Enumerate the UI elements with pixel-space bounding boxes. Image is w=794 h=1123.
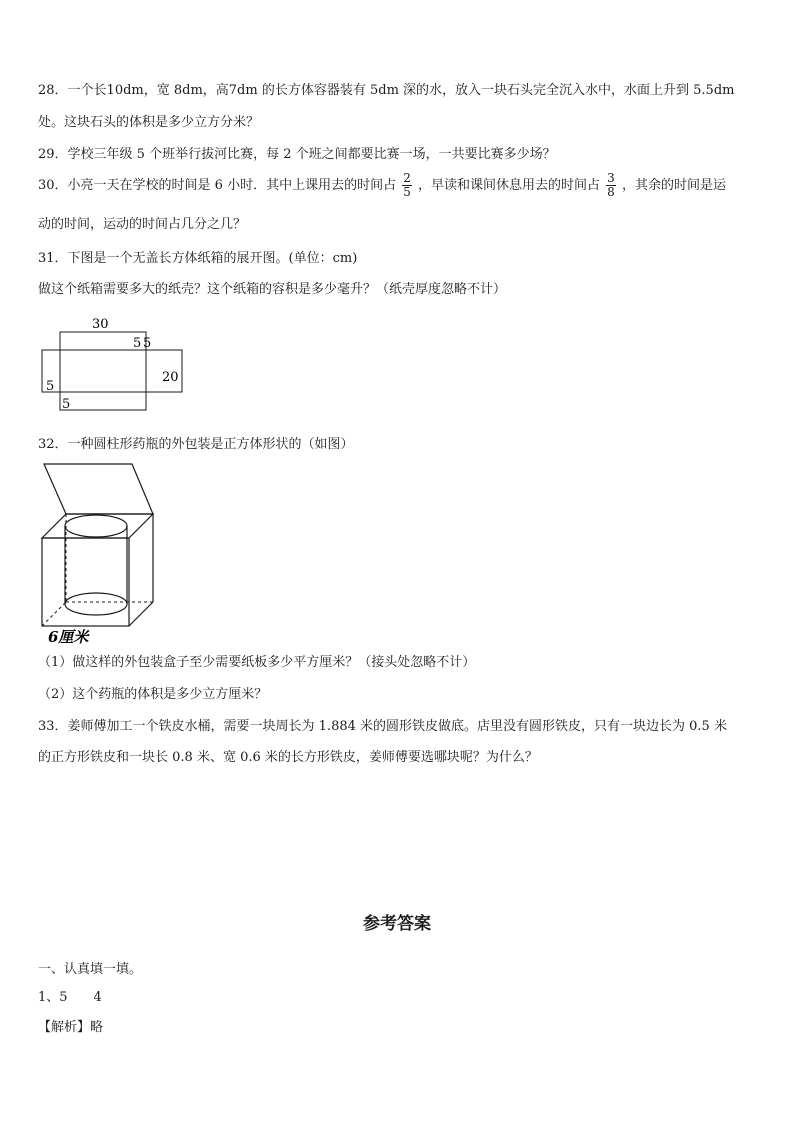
question-29: 29．学校三年级 5 个班举行拔河比赛，每 2 个班之间都要比赛一场，一共要比赛多少场？: [38, 147, 556, 162]
answers-section-heading: 一、认真填一填。: [38, 962, 143, 977]
box-net-figure: [36, 310, 186, 422]
dim-bottom: 5: [62, 397, 71, 412]
cube-cylinder-figure: [32, 462, 162, 644]
answer-analysis: 【解析】略: [38, 1020, 104, 1035]
cube-edge-label: 6厘米: [48, 628, 89, 644]
dim-mid-a: 5: [133, 336, 142, 351]
q32-sub-2: （2）这个药瓶的体积是多少立方厘米？: [38, 687, 268, 702]
q28-line-1: 28．一个长10dm，宽 8dm，高7dm 的长方体容器装有 5dm 深的水，放入一块石头完全沉入水中，水面上升到 5.5dm: [38, 83, 735, 98]
dim-right: 20: [162, 370, 179, 385]
answer-item-1: 1、5 4: [38, 990, 102, 1005]
q31-line-2: 做这个纸箱需要多大的纸壳？这个纸箱的容积是多少毫升？（纸壳厚度忽略不计）: [38, 282, 507, 297]
q30-fraction-1: [402, 172, 412, 199]
dim-left: 5: [46, 379, 55, 394]
q28-line-2: 处。这块石头的体积是多少立方分米？: [38, 115, 260, 130]
q32-sub-1: （1）做这样的外包装盒子至少需要纸板多少平方厘米？（接头处忽略不计）: [38, 655, 476, 670]
q30-frac1-numerator: 2: [403, 171, 411, 185]
q30-frac1-denominator: 5: [403, 185, 411, 199]
q32-line-1: 32．一种圆柱形药瓶的外包装是正方体形状的（如图）: [38, 437, 354, 452]
q30-frac2-denominator: 8: [607, 185, 615, 199]
q30-fraction-2: [606, 172, 616, 199]
q33-line-1: 33．姜师傅加工一个铁皮水桶，需要一块周长为 1.884 米的圆形铁皮做底。店里没有圆形铁皮，只有一块边长为 0.5 米: [38, 719, 727, 734]
q30-line-2: 动的时间，运动的时间占几分之几？: [38, 217, 247, 232]
q30-frac2-numerator: 3: [607, 171, 615, 185]
q30-line-1: [38, 172, 726, 199]
q31-line-1: 31．下图是一个无盖长方体纸箱的展开图。(单位：cm): [38, 251, 358, 266]
q30-text-c: ，其余的时间是运: [621, 178, 726, 193]
q30-text-a: 30．小亮一天在学校的时间是 6 小时．其中上课用去的时间占: [38, 178, 397, 193]
q30-text-b: ，早读和课间休息用去的时间占: [418, 178, 601, 193]
dim-mid-b: 5: [143, 336, 152, 351]
q33-line-2: 的正方形铁皮和一块长 0.8 米、宽 0.6 米的长方形铁皮，姜师傅要选哪块呢？为什么？: [38, 750, 538, 765]
answers-title: 参考答案: [363, 914, 431, 934]
dim-top: 30: [92, 317, 109, 332]
